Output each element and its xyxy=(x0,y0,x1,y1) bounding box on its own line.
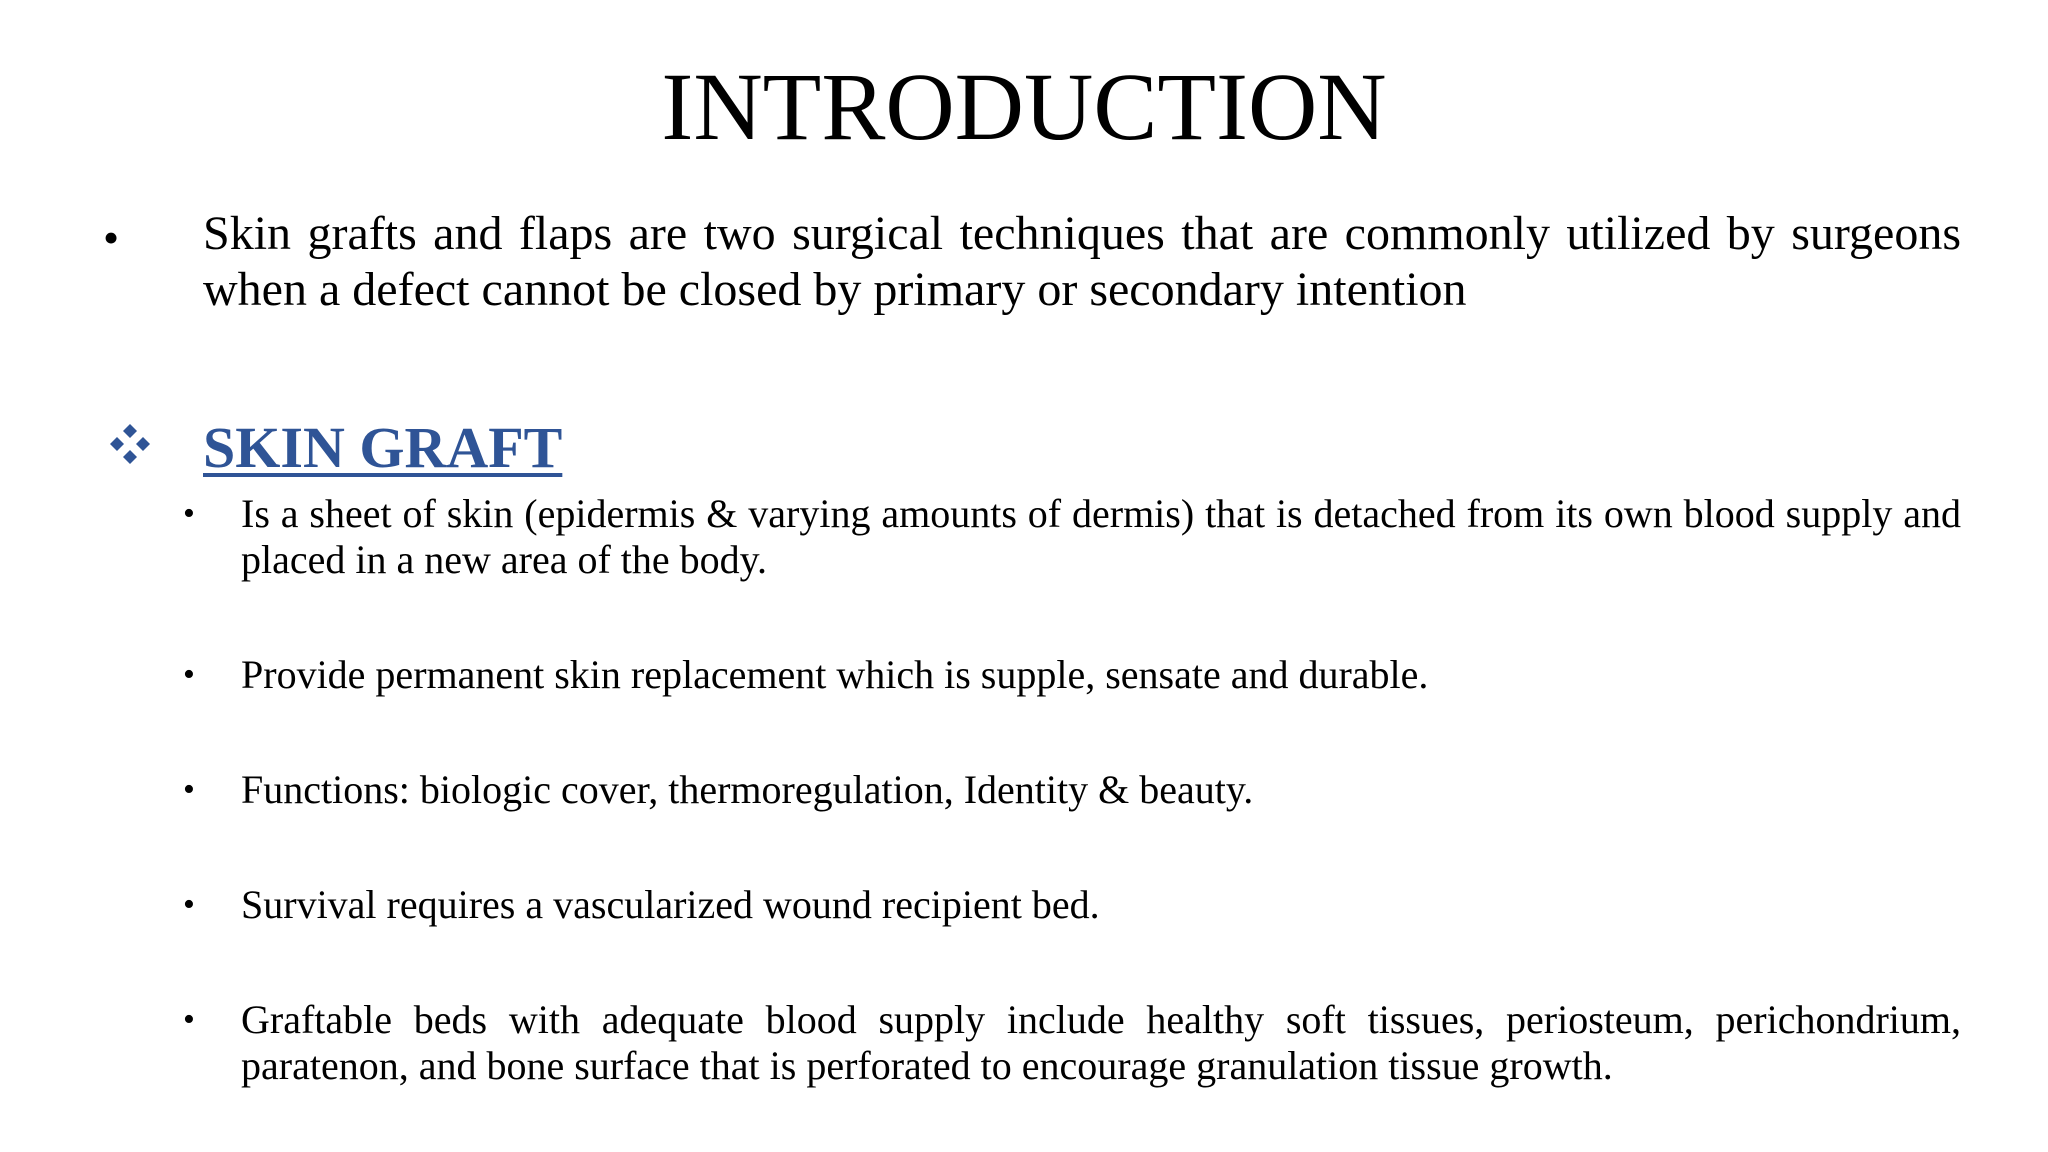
list-item xyxy=(183,491,1961,583)
intro-text: Skin grafts and flaps are two surgical techniques that are commonly utilized by surgeons when a defect cannot be closed by primary or secondary intention xyxy=(203,207,1961,316)
list-item xyxy=(183,767,1961,813)
slide-title: INTRODUCTION xyxy=(661,53,1387,160)
four-diamond-bullet-icon xyxy=(106,420,154,468)
intro-bullet: • xyxy=(103,212,120,263)
list-item xyxy=(183,652,1961,698)
list-item-text: Is a sheet of skin (epidermis & varying amounts of dermis) that is detached from its own blood supply and placed in a new area of the body. xyxy=(241,491,1961,582)
list-bullet: • xyxy=(183,495,195,532)
list-item-text: Survival requires a vascularized wound recipient bed. xyxy=(241,882,1100,927)
list-item xyxy=(183,882,1961,928)
list-bullet: • xyxy=(183,886,195,923)
list-bullet: • xyxy=(183,1001,195,1038)
list-item-text: Functions: biologic cover, thermoregulation, Identity & beauty. xyxy=(241,767,1254,812)
list-bullet: • xyxy=(183,771,195,808)
section-heading-skin-graft: SKIN GRAFT xyxy=(203,415,563,480)
list-item xyxy=(183,997,1961,1089)
list-item-text: Provide permanent skin replacement which is supple, sensate and durable. xyxy=(241,652,1429,697)
list-bullet: • xyxy=(183,656,195,693)
list-item-text: Graftable beds with adequate blood supply include healthy soft tissues, periosteum, perichondrium, paratenon, and bone surface that is perforated to encourage granulation tissue growth. xyxy=(241,997,1961,1088)
